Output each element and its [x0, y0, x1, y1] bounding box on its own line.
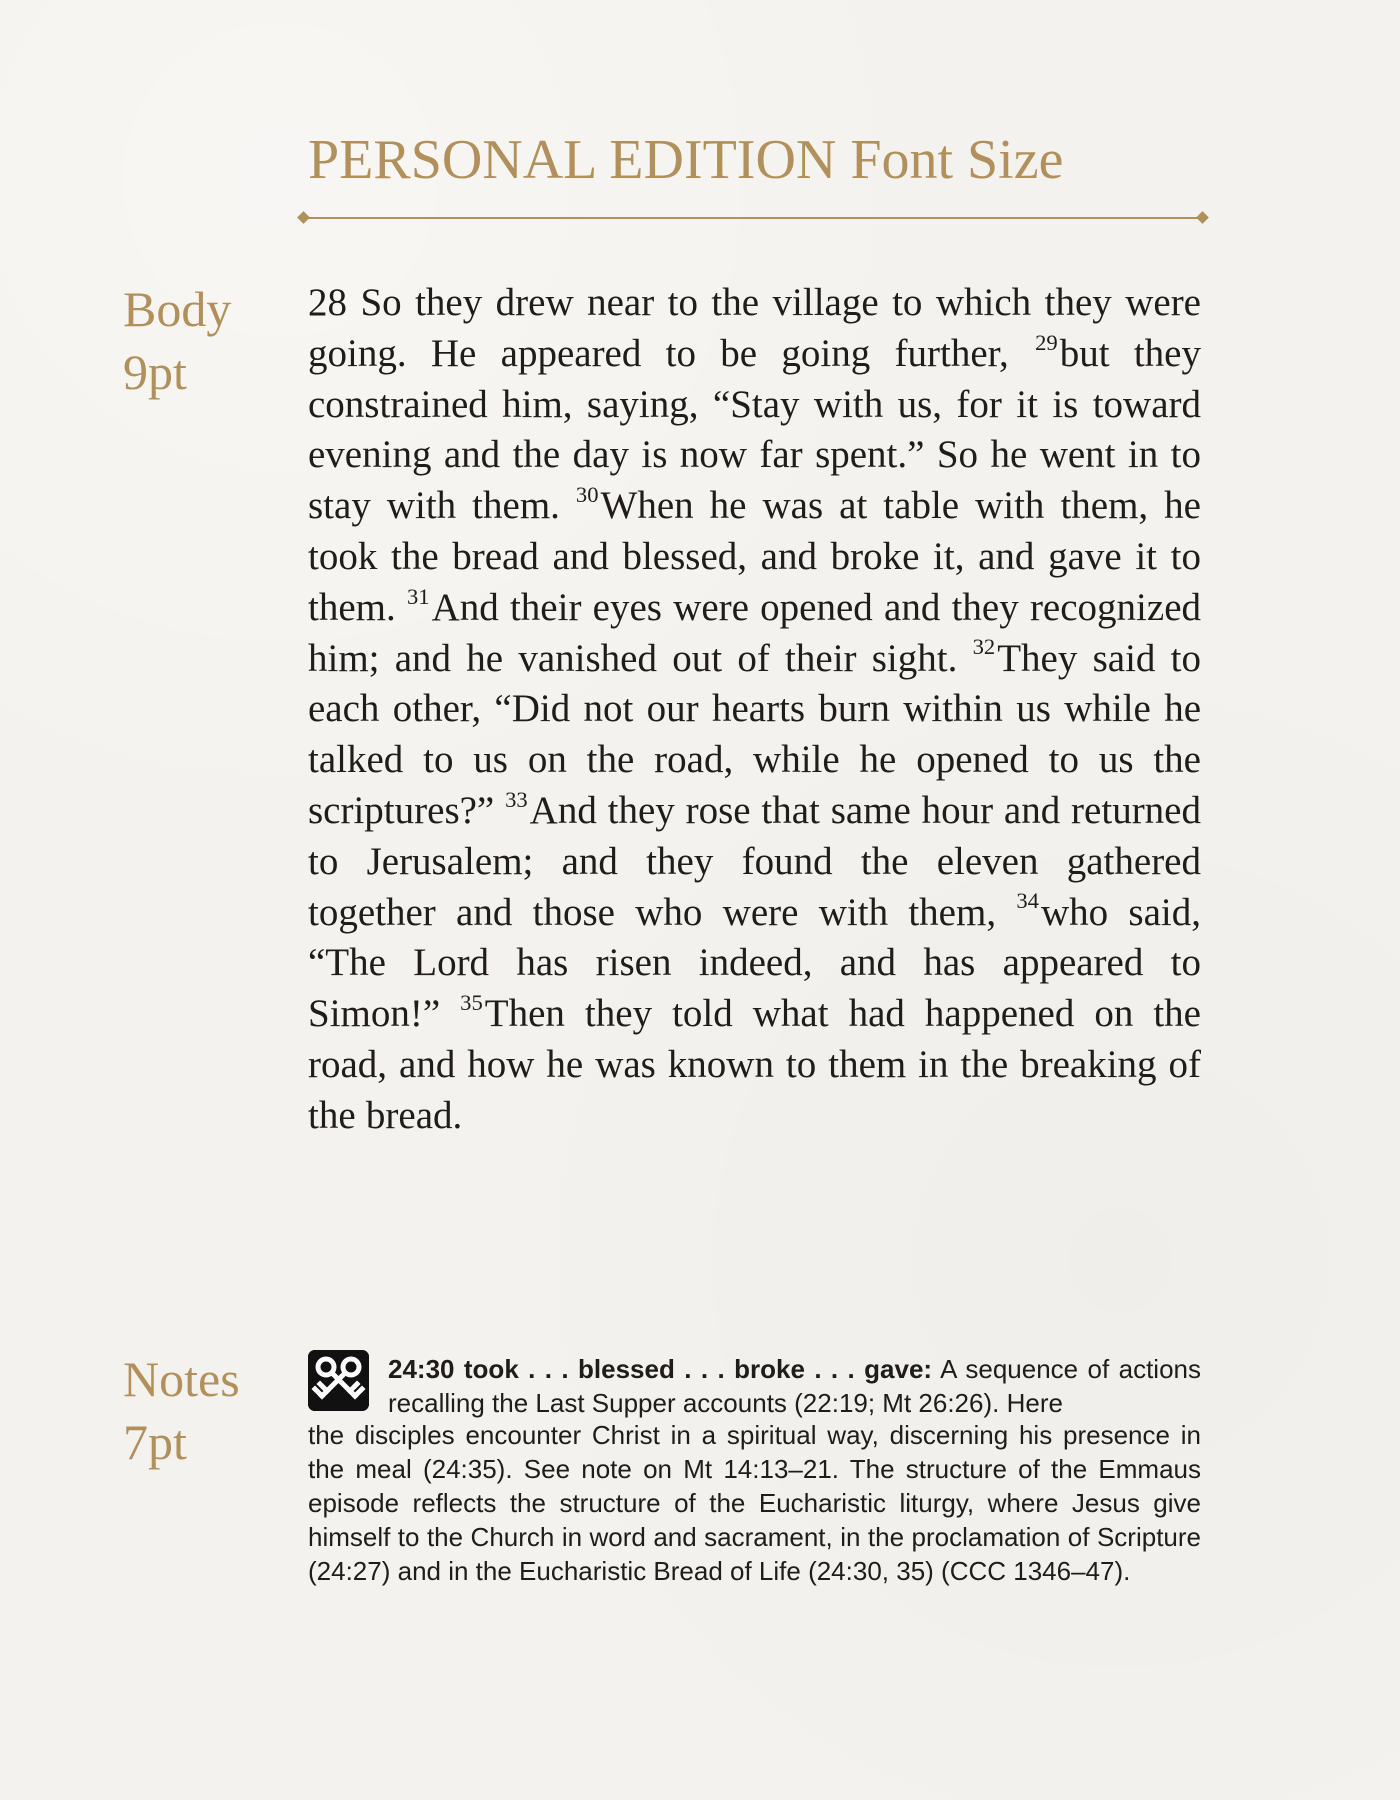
- verse-number-33: 33: [505, 786, 528, 812]
- notes-size-label: [123, 1348, 240, 1474]
- verse-32-text: They said to each other, “Did not our hearts burn within us while he talked to us on the road, while he opened to us the scriptures?”: [308, 636, 1201, 832]
- note-heading: 24:30 took . . . blessed . . . broke . . . gave:: [388, 1354, 933, 1384]
- verse-number-31: 31: [406, 583, 430, 609]
- note-body-text: the disciples encounter Christ in a spiritual way, discerning his presence in the meal (24:35). See note on Mt 14:13–21. The structure of the Emmaus episode reflects the structure of the Eucharistic liturgy, where Jesus give himself to the Church in word and sacrament, in the proclamation of Scripture (24:27) and in the Eucharistic Bread of Life (24:30, 35) (CCC 1346–47).: [308, 1420, 1201, 1586]
- verse-33-text: And they rose that same hour and returned to Jerusalem; and they found the eleven gathered together and those who were with them,: [308, 788, 1201, 934]
- verse-35-text: Then they told what had happened on the road, and how he was known to them in the breaking of the bread.: [308, 992, 1201, 1137]
- verse-30-text: When he was at table with them, he took the bread and blessed, and broke it, and gave it to them.: [308, 484, 1201, 629]
- study-note: [308, 1350, 1201, 1630]
- verse-number-34: 34: [1016, 888, 1039, 914]
- body-label-size: 9pt: [123, 344, 187, 400]
- scripture-body-text: [308, 278, 1201, 1142]
- verse-number-29: 29: [1035, 329, 1058, 355]
- body-size-label: [123, 278, 231, 404]
- title-divider: [297, 211, 1209, 225]
- verse-28-text: 28 So they drew near to the village to which they were going. He appeared to be going further,: [308, 281, 1201, 375]
- note-first-line: [388, 1352, 1201, 1420]
- diamond-ornament-icon: [1196, 211, 1209, 224]
- notes-label-name: Notes: [123, 1351, 240, 1407]
- note-intro-text: A sequence of actions recalling the Last Supper accounts (22:19; Mt 26:26). Here: [388, 1354, 1201, 1418]
- body-label-name: Body: [123, 281, 232, 337]
- divider-line: [305, 217, 1201, 219]
- notes-label-size: 7pt: [123, 1414, 187, 1470]
- verse-number-30: 30: [575, 481, 599, 507]
- verse-number-32: 32: [972, 634, 996, 660]
- verse-34-text: who said, “The Lord has risen indeed, and has appeared to Simon!”: [308, 890, 1201, 1036]
- verse-number-35: 35: [460, 989, 483, 1015]
- verse-29-text: but they constrained him, saying, “Stay with us, for it is toward evening and the day is now far spent.” So he went in to stay with them.: [308, 331, 1201, 528]
- crossed-keys-icon: [308, 1350, 369, 1411]
- verse-31-text: And their eyes were opened and they recognized him; and he vanished out of their sight.: [308, 585, 1202, 680]
- page-title: PERSONAL EDITION Font Size: [308, 129, 1064, 191]
